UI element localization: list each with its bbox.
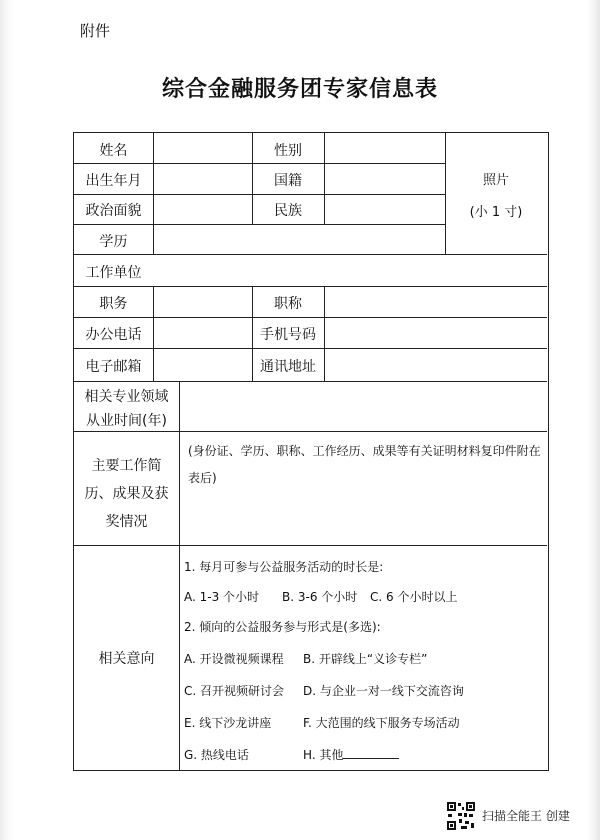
row-line: [74, 348, 547, 349]
label-political-status: 政治面貌: [85, 203, 142, 219]
label-office-phone: 办公电话: [85, 327, 142, 343]
intent-opt-c: C. 召开视频研讨会: [184, 684, 285, 698]
label-gender: 性别: [274, 143, 302, 159]
expert-info-form: [73, 132, 549, 771]
row-line: [74, 163, 445, 164]
page-title: 综合金融服务团专家信息表: [161, 76, 438, 102]
label-intent: 相关意向: [98, 651, 155, 667]
label-address: 通讯地址: [260, 359, 316, 375]
row-line: [74, 224, 445, 225]
col-line: [324, 133, 325, 224]
attachment-label: 附件: [80, 22, 111, 40]
resume-note: (身份证、学历、职称、工作经历、成果等有关证明材料复印件附在表后): [188, 444, 541, 485]
row-line: [74, 254, 547, 255]
intent-q1: 1. 每月可参与公益服务活动的时长是:: [184, 560, 384, 574]
label-position: 职务: [99, 296, 128, 312]
scanner-watermark: 扫描全能王 创建: [482, 809, 570, 823]
row-line: [74, 194, 445, 195]
photo-label: 照片: [482, 173, 509, 188]
row-line: [74, 381, 547, 382]
intent-opt-d: D. 与企业一对一线下交流咨询: [303, 684, 464, 698]
intent-opt-g: G. 热线电话: [184, 748, 249, 762]
intent-q1-a: A. 1-3 个小时: [184, 590, 260, 604]
label-resume-1: 主要工作简: [91, 458, 162, 474]
qr-code-icon: [446, 801, 476, 831]
intent-opt-b: B. 开辟线上“义诊专栏”: [303, 652, 428, 666]
row-line: [74, 286, 547, 287]
label-field-years-2: 从业时间(年): [86, 413, 167, 429]
intent-q2: 2. 倾向的公益服务参与形式是(多选):: [184, 620, 381, 634]
label-resume-3: 奖情况: [105, 514, 148, 530]
label-resume-2: 历、成果及获: [84, 486, 169, 502]
row-line: [74, 431, 547, 432]
label-email: 电子邮箱: [85, 359, 142, 375]
row-line: [74, 317, 547, 318]
other-blank-line: [343, 746, 399, 759]
intent-opt-e: E. 线下沙龙讲座: [184, 716, 272, 730]
intent-opt-h-label: H. 其他: [303, 748, 344, 762]
intent-q1-c: C. 6 个小时以上: [370, 590, 458, 604]
intent-opt-h: [303, 746, 399, 763]
label-education: 学历: [99, 234, 128, 250]
label-mobile: 手机号码: [260, 327, 316, 343]
label-workplace: 工作单位: [85, 265, 142, 281]
col-line: [324, 286, 325, 381]
intent-q1-b: B. 3-6 个小时: [282, 590, 358, 604]
col-line: [445, 133, 446, 254]
intent-opt-a: A. 开设微视频课程: [184, 652, 284, 666]
label-birth: 出生年月: [85, 173, 142, 189]
row-line: [74, 545, 547, 546]
label-title-rank: 职称: [274, 296, 302, 312]
intent-opt-f: F. 大范围的线下服务专场活动: [303, 716, 460, 730]
photo-size: (小 1 寸): [469, 205, 523, 220]
col-line: [153, 286, 154, 381]
label-name: 姓名: [99, 143, 128, 159]
label-nationality: 国籍: [274, 173, 302, 189]
label-field-years-1: 相关专业领域: [84, 389, 169, 405]
col-line: [179, 381, 180, 770]
label-ethnicity: 民族: [274, 203, 302, 219]
col-line: [153, 133, 154, 254]
